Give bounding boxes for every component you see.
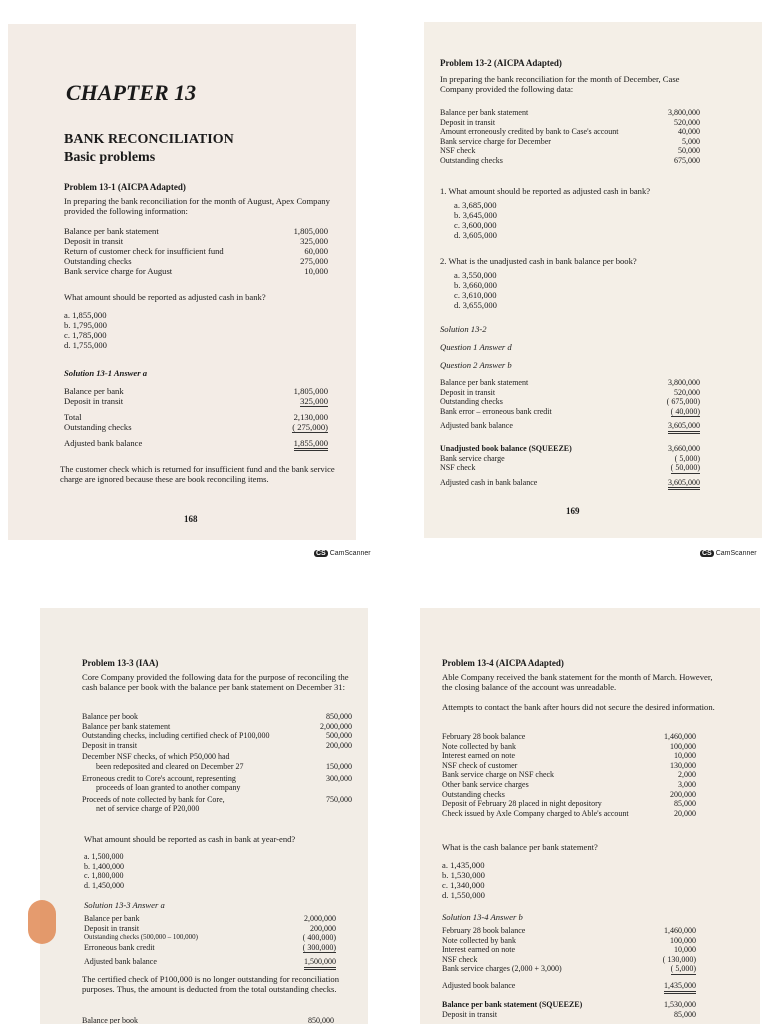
choice-d: d. 1,450,000	[84, 880, 124, 890]
solution-row	[64, 396, 328, 407]
row-label: Balance per book	[82, 712, 138, 721]
choice-c: c. 1,800,000	[84, 871, 124, 881]
row-label: Deposit in transit	[440, 387, 496, 397]
row-label: Deposit in transit	[84, 923, 140, 933]
row-value: 2,000,000	[320, 721, 352, 731]
choice-c: c. 3,600,000	[454, 220, 497, 230]
chapter-heading: BANK RECONCILIATION	[64, 132, 234, 147]
row-value: 1,435,000	[664, 981, 696, 994]
row-value: 10,000	[674, 751, 696, 761]
solution-row	[440, 388, 700, 398]
choice-c: c. 1,785,000	[64, 330, 107, 340]
page-168	[8, 24, 356, 540]
solution-row	[442, 926, 696, 936]
row-value: 200,000	[326, 740, 352, 750]
solution-row	[440, 463, 700, 474]
row-value: 1,500,000	[304, 957, 336, 970]
row-label: Deposit in transit	[64, 396, 124, 406]
row-value: 3,660,000	[668, 444, 700, 453]
page-number: 169	[566, 506, 580, 516]
choice-d: d. 1,755,000	[64, 340, 107, 350]
solution-row	[64, 422, 328, 433]
data-row	[64, 266, 328, 276]
row-value: 2,130,000	[293, 412, 328, 422]
problem-title: Problem 13-2 (AICPA Adapted)	[440, 58, 562, 68]
choice-c: c. 3,610,000	[454, 290, 497, 300]
row-label: Balance per bank	[64, 386, 124, 396]
row-label: Adjusted bank balance	[440, 421, 513, 431]
choice-b: b. 3,660,000	[454, 280, 497, 290]
row-value: 1,805,000	[293, 386, 328, 396]
row-value: 500,000	[326, 731, 352, 741]
data-row	[442, 732, 696, 742]
row-label: Deposit in transit	[440, 117, 496, 127]
row-value: 130,000	[670, 760, 696, 770]
data-row	[440, 127, 700, 137]
solution-table-1	[442, 926, 696, 994]
solution-row	[84, 924, 336, 934]
solution-note: The customer check which is returned for insufficient fund and the bank service charge are ignored because these are book reconciling items.	[60, 464, 335, 484]
solution-row	[442, 964, 696, 975]
row-label: Total	[64, 412, 82, 422]
row-value: ( 300,000)	[302, 942, 336, 952]
data-row	[442, 761, 696, 771]
row-value: 3,605,000	[668, 478, 700, 491]
data-row	[64, 226, 328, 236]
chapter-title: CHAPTER 13	[66, 80, 197, 105]
row-value: 3,605,000	[668, 421, 700, 434]
row-label: Adjusted cash in bank balance	[440, 477, 538, 487]
solution-row	[442, 936, 696, 946]
solution-row	[440, 397, 700, 407]
data-row	[440, 146, 700, 156]
row-label: Check issued by Axle Company charged to Able's account	[442, 808, 629, 818]
row-value: 520,000	[674, 387, 700, 397]
solution-row	[440, 454, 700, 464]
question-2: 2. What is the unadjusted cash in bank balance per book?	[440, 256, 637, 266]
row-label: Bank service charges (2,000 + 3,000)	[442, 964, 562, 974]
solution-row	[442, 981, 696, 994]
data-row	[82, 752, 352, 771]
problem-intro: In preparing the bank reconciliation for the month of December, Case Company provided the following data:	[440, 74, 680, 94]
row-value: 60,000	[304, 246, 328, 256]
solution-table-2	[440, 444, 700, 490]
question-2-choices	[454, 270, 497, 310]
row-value: 1,460,000	[664, 926, 696, 935]
row-label: Interest earned on note	[442, 751, 516, 761]
row-label: Balance per bank statement	[440, 378, 529, 387]
solution-row	[440, 378, 700, 388]
given-data-list	[442, 732, 696, 818]
camscanner-label: CamScanner	[715, 550, 757, 557]
row-label	[82, 752, 243, 771]
solution-table-2	[442, 1000, 696, 1019]
row-label: Adjusted bank balance	[84, 957, 157, 967]
row-label	[82, 795, 225, 814]
row-value: 200,000	[670, 789, 696, 799]
solution-row	[440, 407, 700, 418]
question: What amount should be reported as cash in bank at year-end?	[84, 834, 296, 844]
row-value: ( 675,000)	[666, 397, 700, 407]
problem-intro: Core Company provided the following data for the purpose of reconciling the cash balance per book with the balance per bank statement on December 31:	[82, 672, 349, 692]
row-value: 200,000	[310, 923, 336, 933]
problem-title: Problem 13-3 (IAA)	[82, 658, 159, 668]
row-label: Unadjusted book balance (SQUEEZE)	[440, 444, 572, 453]
solution-row	[442, 945, 696, 955]
row-label: Deposit in transit	[82, 740, 138, 750]
answer-choices	[84, 852, 124, 890]
data-row	[440, 118, 700, 128]
row-value: 3,800,000	[668, 378, 700, 387]
row-value: 850,000	[326, 712, 352, 721]
row-value: 10,000	[674, 945, 696, 955]
row-value: 3,800,000	[668, 108, 700, 117]
row-value: 20,000	[674, 808, 696, 818]
row-value: 1,460,000	[664, 732, 696, 741]
choice-b: b. 1,795,000	[64, 320, 107, 330]
row-value: 100,000	[670, 741, 696, 751]
solution-title: Solution 13-2	[440, 324, 487, 334]
row-value: 3,000	[678, 779, 696, 789]
row-value: 2,000,000	[304, 914, 336, 923]
row-label: NSF check	[442, 954, 478, 964]
choice-b: b. 3,645,000	[454, 210, 497, 220]
answer-choices	[64, 310, 107, 350]
data-row	[64, 246, 328, 256]
row-label: Adjusted bank balance	[64, 438, 143, 448]
row-label: Interest earned on note	[442, 945, 516, 955]
solution-row	[84, 914, 336, 924]
solution-table	[64, 386, 328, 451]
row-label: Balance per bank statement	[64, 226, 159, 236]
row-value: ( 5,000)	[674, 453, 700, 463]
problem-intro: Able Company received the bank statement for the month of March. However, the closing balance of the account was unreadable.	[442, 672, 713, 692]
row-label: Bank service charge	[440, 453, 505, 463]
solution-table	[84, 914, 336, 970]
choice-d: d. 3,605,000	[454, 230, 497, 240]
row-label-line-2: been redeposited and cleared on December 27	[96, 761, 244, 771]
row-label-line-2: net of service charge of P20,000	[96, 804, 200, 814]
given-data-list	[82, 712, 352, 814]
row-value: 850,000	[308, 1016, 334, 1024]
row-label: Balance per bank statement	[82, 721, 171, 731]
solution-row	[440, 478, 700, 491]
row-label: Balance per book	[82, 1016, 138, 1024]
row-label: NSF check	[440, 463, 476, 473]
row-label: Outstanding checks	[64, 422, 132, 432]
row-label: Return of customer check for insufficient fund	[64, 246, 224, 256]
page-number: 168	[184, 514, 198, 524]
problem-title: Problem 13-4 (AICPA Adapted)	[442, 658, 564, 668]
page-169	[424, 22, 762, 538]
row-label: Outstanding checks	[440, 155, 503, 165]
row-value: 40,000	[678, 127, 700, 137]
row-value: 1,530,000	[664, 1000, 696, 1009]
data-row	[442, 790, 696, 800]
row-label: Other bank service charges	[442, 779, 529, 789]
given-data-list	[440, 108, 700, 166]
row-value: ( 275,000)	[292, 422, 328, 432]
row-label: Outstanding checks, including certified check of P100,000	[82, 731, 270, 741]
data-row	[442, 742, 696, 752]
row-label: NSF check	[440, 146, 476, 156]
row-label: Bank service charge on NSF check	[442, 770, 555, 780]
question: What is the cash balance per bank statement?	[442, 842, 598, 852]
data-row	[442, 809, 696, 819]
solution-row	[442, 955, 696, 965]
row-label: February 28 book balance	[442, 926, 526, 935]
row-label: Outstanding checks	[442, 789, 505, 799]
data-row	[64, 256, 328, 266]
camscanner-logo-icon: CS	[316, 550, 326, 557]
camscanner-logo-icon: CS	[702, 550, 712, 557]
data-row	[442, 770, 696, 780]
camscanner-label: CamScanner	[329, 550, 371, 557]
solution-row	[64, 438, 328, 451]
row-label: Outstanding checks	[440, 397, 503, 407]
row-label: Adjusted book balance	[442, 980, 516, 990]
row-label: Note collected by bank	[442, 935, 516, 945]
row-value: 520,000	[674, 117, 700, 127]
solution-title: Solution 13-4 Answer b	[442, 912, 523, 922]
row-value: 675,000	[674, 155, 700, 165]
camscanner-watermark	[314, 550, 371, 557]
solution-row	[82, 1016, 334, 1024]
row-value: 85,000	[674, 1009, 696, 1019]
row-value: ( 400,000)	[302, 933, 336, 943]
row-value: 325,000	[300, 396, 328, 406]
row-value: 50,000	[678, 146, 700, 156]
solution-row	[440, 444, 700, 454]
data-row	[82, 795, 352, 814]
choice-b: b. 1,530,000	[442, 870, 485, 880]
row-label-line-1: December NSF checks, of which P50,000 had	[82, 752, 230, 762]
data-row	[442, 799, 696, 809]
solution-row	[64, 386, 328, 396]
finger-in-photo	[28, 900, 56, 944]
data-row	[440, 156, 700, 166]
problem-intro-2: Attempts to contact the bank after hours did not secure the desired information.	[442, 702, 715, 712]
question-2-answer: Question 2 Answer b	[440, 360, 512, 370]
row-label: Bank service charge for December	[440, 136, 551, 146]
chapter-subheading: Basic problems	[64, 150, 156, 165]
choice-a: a. 1,500,000	[84, 852, 124, 861]
data-row	[442, 780, 696, 790]
row-value: ( 40,000)	[670, 406, 700, 416]
row-value: 275,000	[300, 256, 328, 266]
choice-a: a. 3,550,000	[454, 270, 497, 280]
row-value: 5,000	[682, 136, 700, 146]
page-problem-13-3	[40, 608, 368, 1024]
solution-note: The certified check of P100,000 is no longer outstanding for reconciliation purposes. Thus, the amount is deducted from the total outstanding checks.	[82, 974, 340, 994]
data-row	[82, 774, 352, 793]
row-label: Deposit in transit	[442, 1009, 498, 1019]
choice-a: a. 3,685,000	[454, 200, 497, 210]
row-value: 10,000	[304, 266, 328, 276]
question-1-choices	[454, 200, 497, 240]
row-value: 85,000	[674, 799, 696, 809]
given-data-list	[64, 226, 328, 276]
row-label: Deposit in transit	[64, 236, 124, 246]
solution-row	[84, 943, 336, 954]
page-problem-13-4	[420, 608, 760, 1024]
row-label-line-2: proceeds of loan granted to another company	[96, 783, 241, 793]
choice-d: d. 3,655,000	[454, 300, 497, 310]
question-1-answer: Question 1 Answer d	[440, 342, 512, 352]
problem-title: Problem 13-1 (AICPA Adapted)	[64, 182, 186, 192]
solution-table-1	[440, 378, 700, 434]
row-label-line-1: Erroneous credit to Core's account, representing	[82, 773, 236, 783]
row-label: NSF check of customer	[442, 760, 518, 770]
problem-intro: In preparing the bank reconciliation for the month of August, Apex Company provided the following information:	[64, 196, 330, 216]
choice-a: a. 1,855,000	[64, 310, 107, 320]
row-label: Erroneous bank credit	[84, 942, 155, 952]
row-label: Deposit of February 28 placed in night depository	[442, 799, 602, 809]
choice-d: d. 1,550,000	[442, 890, 485, 900]
solution-row	[440, 421, 700, 434]
row-label: Amount erroneously credited by bank to Case's account	[440, 127, 619, 137]
data-row	[440, 108, 700, 118]
row-label: Note collected by bank	[442, 741, 516, 751]
data-row	[64, 236, 328, 246]
data-row	[440, 137, 700, 147]
solution-title: Solution 13-3 Answer a	[84, 900, 165, 910]
question-1: 1. What amount should be reported as adjusted cash in bank?	[440, 186, 651, 196]
row-value: 2,000	[678, 770, 696, 780]
solution-row	[442, 1010, 696, 1020]
row-label: Bank error – erroneous bank credit	[440, 406, 552, 416]
camscanner-watermark	[700, 550, 757, 557]
row-value: 150,000	[326, 761, 352, 771]
row-label-line-1: Proceeds of note collected by bank for Core,	[82, 794, 225, 804]
row-label: Balance per bank statement	[440, 108, 529, 117]
solution-row	[84, 957, 336, 970]
row-value: ( 5,000)	[670, 964, 696, 974]
solution-row	[84, 933, 336, 943]
choice-a: a. 1,435,000	[442, 860, 485, 870]
row-value: ( 50,000)	[670, 463, 700, 473]
row-label: Balance per bank	[84, 914, 140, 923]
data-row	[82, 722, 352, 732]
choice-c: c. 1,340,000	[442, 880, 485, 890]
row-value: 325,000	[300, 236, 328, 246]
row-label	[82, 774, 240, 793]
row-label: February 28 book balance	[442, 732, 526, 741]
data-row	[82, 712, 352, 722]
row-value: 1,805,000	[293, 226, 328, 236]
row-value: 750,000	[326, 794, 352, 804]
row-label: Bank service charge for August	[64, 266, 173, 276]
solution-row	[442, 1000, 696, 1010]
row-value: 300,000	[326, 773, 352, 783]
row-value: 1,855,000	[294, 438, 328, 451]
choice-b: b. 1,400,000	[84, 861, 124, 871]
row-value: 100,000	[670, 935, 696, 945]
row-label: Outstanding checks	[64, 256, 132, 266]
data-row	[442, 751, 696, 761]
row-value: ( 130,000)	[662, 954, 696, 964]
row-label: Outstanding checks (500,000 – 100,000)	[84, 933, 198, 942]
solution-row	[64, 412, 328, 422]
data-row	[82, 731, 352, 741]
answer-choices	[442, 860, 485, 900]
question: What amount should be reported as adjusted cash in bank?	[64, 292, 266, 302]
data-row	[82, 741, 352, 751]
solution-title: Solution 13-1 Answer a	[64, 368, 148, 378]
row-label: Balance per bank statement (SQUEEZE)	[442, 1000, 583, 1009]
